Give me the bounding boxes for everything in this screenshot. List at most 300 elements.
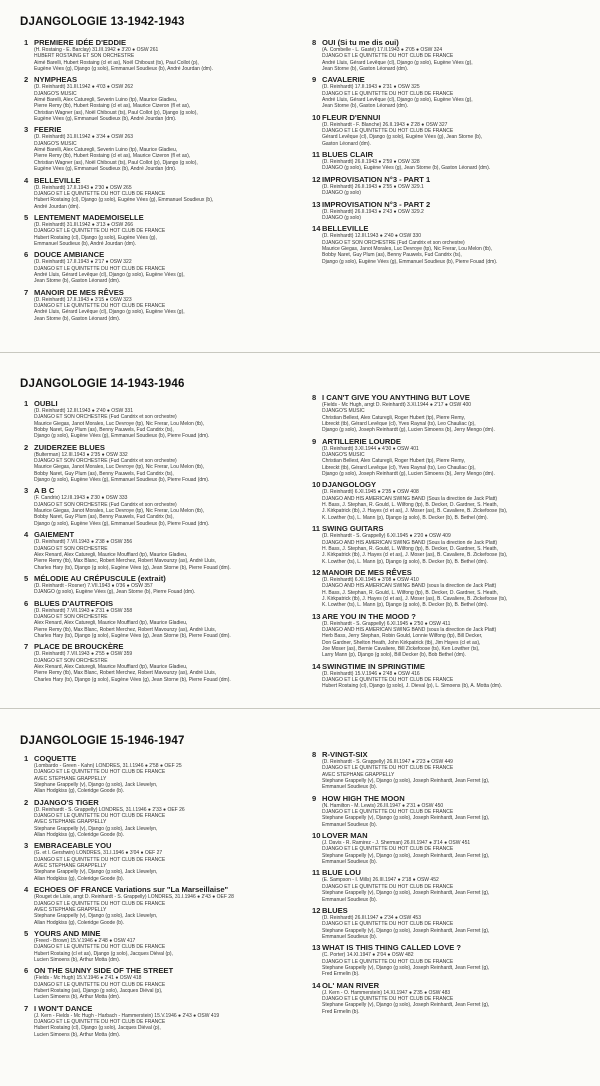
- track-personnel: DJANGO'S MUSIC: [34, 140, 77, 147]
- track-personnel: Alex Renard, Alex Caturegli, Maurice Mouffiard (tp), Maurice Gladieu,: [34, 663, 188, 670]
- track-number: 8: [312, 393, 317, 402]
- track-personnel: Stephane Grappelly (v), Django (g solo), Joseph Reinhardt, Jean Ferret (g),: [322, 1002, 490, 1009]
- track-heading: [24, 574, 294, 583]
- track-personnel: Django (g solo), Eugène Vées (g), Emmanuel Soudieux (b), Pierre Fouad (dm).: [34, 520, 210, 527]
- track-number: 12: [312, 905, 321, 915]
- track-credits: (D. Reinhardt - Rosner) 7.VII.1943 ● 0'36 ● OSW 357: [34, 582, 153, 589]
- track-heading: [24, 966, 294, 975]
- track-personnel: Gérard Levêque (cl), Django (g solo), Eugène Vées (g), Jean Storne (b),: [322, 134, 483, 141]
- track-personnel: DJANGO ET SON ORCHESTRE: [34, 613, 108, 620]
- track-personnel: André Lluis, Gérard Levêque (cl), Django (g solo), Eugène Vées (g),: [322, 97, 473, 104]
- track-personnel: André Lluis, Gérard Levêque (cl), Django (g solo), Eugène Vées (g),: [34, 271, 185, 278]
- track-personnel: Hubert Rostaing (cl et as), Django (g solo), Jacques Diéval (p),: [34, 950, 173, 957]
- track-personnel: Allan Hodgkiss (g), Coleridge Goode (b).: [34, 788, 125, 795]
- track-personnel: DJANGO (g solo): [322, 214, 361, 221]
- track-entry: [24, 754, 294, 795]
- track-personnel: Emmanuel Soudieux (b).: [322, 933, 378, 940]
- track-entry: [312, 662, 582, 690]
- track-title: LENTEMENT MADEMOISELLE: [34, 212, 144, 222]
- track-number: 7: [24, 642, 29, 652]
- section-divider: [0, 708, 600, 709]
- track-title: R-VINGT-SIX: [322, 750, 368, 759]
- track-personnel: Gaston Léonard (dm).: [322, 140, 371, 147]
- track-number: 5: [24, 573, 29, 583]
- section-title: DJANGOLOGIE 15-1946-1947: [20, 735, 185, 747]
- track-heading: [312, 393, 582, 402]
- track-credits: (N. Hamilton - M. Lewis) 26.III.1947 ● 2'31 ● OSW 450: [322, 802, 444, 809]
- track-personnel: DJANGO ET SON ORCHESTRE: [34, 545, 108, 552]
- track-personnel: Stephane Grappelly (v), Django (g solo), Jack Llewelyn,: [34, 869, 158, 876]
- track-number: 12: [312, 174, 321, 184]
- track-entry: [312, 175, 582, 197]
- track-credits: (D. Reinhardt - S. Grappelly) LONDRES, 31.I.1946 ● 2'33 ● OEF 26: [34, 806, 185, 813]
- track-title: BELLEVILLE: [322, 224, 369, 234]
- track-personnel: J. Kirkpatrick (tb), J. Hayes (cl et as), J. Moser (as), B. Cavaliere, B. Zickefoose (ts),: [322, 508, 508, 515]
- track-personnel: Pierre Remy (tb), Max Blanc, Robert Merchez, Robert Mavounzy (as), André Lluis,: [34, 558, 217, 565]
- track-number: 1: [24, 38, 29, 47]
- track-personnel: Stephane Grappelly (v), Django (g solo), Joseph Reinhardt, Jean Ferret (g),: [322, 964, 490, 971]
- track-credits: (D. Reinhardt) 12.III.1943 ● 2'40 ● OSW 330: [322, 233, 421, 240]
- track-personnel: DJANGO AND HIS AMERICAN SWING BAND (Sous la direction de Jack Platt): [322, 539, 498, 546]
- track-entry: [24, 966, 294, 1000]
- track-number: 2: [24, 442, 29, 452]
- track-heading: [312, 906, 582, 915]
- track-heading: [312, 868, 582, 877]
- track-personnel: André Lluis, Gérard Levêque (cl), Django (g solo), Eugène Vées (g),: [322, 59, 473, 66]
- track-personnel: Hubert Rostaing (cl), Django (g solo), J. Dieval (p), L. Simoens (b), A. Motta (dm).: [322, 683, 503, 690]
- track-personnel: Emmanuel Soudieux (b).: [322, 859, 378, 866]
- track-heading: [312, 224, 582, 233]
- track-heading: [312, 612, 582, 621]
- track-personnel: DJANGO ET LE QUINTETTE DU HOT CLUB DE FRANCE: [34, 900, 166, 907]
- track-number: 7: [24, 287, 29, 297]
- track-credits: (D. Reinhardt) 17.II.1943 ● 2'31 ● OSW 325: [322, 84, 420, 91]
- track-title: DJANGOLOGY: [322, 480, 377, 490]
- track-number: 4: [24, 175, 29, 185]
- track-entry: [312, 437, 582, 478]
- track-personnel: Maurice Giegas, Janot Morales, Luc Devroye (tp), Nic Frerar, Lou Melon (tb),: [34, 464, 205, 471]
- track-heading: [24, 250, 294, 259]
- track-entry: [312, 981, 582, 1015]
- track-heading: [312, 662, 582, 671]
- track-entry: [312, 750, 582, 791]
- track-title: YOURS AND MINE: [34, 928, 101, 938]
- track-entry: [312, 38, 582, 72]
- track-credits: (H. Rostaing - E. Barclay) 31.III.1942 ● 3'20 ● OSW 261: [34, 47, 159, 53]
- track-credits: (D. Reinhardt - F. Blanche) 26.II.1943 ● 2'28 ● OSW 327: [322, 121, 448, 128]
- left-column: [24, 399, 294, 686]
- track-personnel: DJANGO ET LE QUINTETTE DU HOT CLUB DE FRANCE: [34, 302, 166, 309]
- track-personnel: DJANGO ET LE QUINTETTE DU HOT CLUB DE FRANCE: [322, 958, 454, 965]
- track-credits: (D. Reinhardt) 6.XI.1945 ● 3'08 ● OSW 410: [322, 576, 419, 583]
- track-personnel: Bobby Naret, Guy Plum (as), Benny Pauwels, Fud Candrix (ts),: [34, 470, 174, 477]
- track-heading: [24, 885, 294, 894]
- track-heading: [24, 176, 294, 185]
- left-column: [24, 38, 294, 325]
- track-personnel: Stephane Grappelly (v), Django (g solo), Joseph Reinhardt, Jean Ferret (g),: [322, 815, 490, 822]
- track-personnel: AVEC STEPHANE GRAPPELLY: [34, 906, 107, 913]
- track-heading: [24, 754, 294, 763]
- track-personnel: Allan Hodgkiss (g), Coleridge Goode (b).: [34, 875, 125, 882]
- track-personnel: Hubert Rostaing (cl), Django (g solo), Jacques Diéval (p),: [34, 1025, 161, 1032]
- track-heading: [312, 981, 582, 990]
- track-credits: (D. Reinhardt) 7.VII.1943 ● 2'31 ● OSW 358: [34, 607, 133, 614]
- track-credits: (D. Reinhardt - S. Grappelly) 6.XI.1945 ● 2'50 ● OSW 411: [322, 620, 451, 627]
- track-personnel: Stephane Grappelly (v), Django (g solo), Jack Llewelyn,: [34, 913, 158, 920]
- track-entry: [24, 1004, 294, 1038]
- track-personnel: Charles Hary (ts), Django (g solo), Eugène Vées (g), Jean Storne (b), Pierre Fouad (dm).: [34, 564, 231, 571]
- track-entry: [24, 125, 294, 172]
- track-personnel: DJANGO ET LE QUINTETTE DU HOT CLUB DE FRANCE: [322, 53, 454, 60]
- track-title: IMPROVISATION N°3 - PART 2: [322, 199, 431, 209]
- track-personnel: DJANGO ET SON ORCHESTRE (Fud Candrix et son orchestre): [34, 458, 177, 465]
- track-personnel: Pierre Remy (tb), Max Blanc, Robert Merchez, Robert Mavounzy (as), André Lluis,: [34, 626, 217, 633]
- track-personnel: Maurice Giegas, Janot Morales, Luc Devroye (tp), Nic Frerar, Lou Melon (tb),: [34, 420, 205, 427]
- track-number: 6: [24, 250, 29, 260]
- track-heading: [312, 524, 582, 533]
- track-heading: [312, 175, 582, 184]
- track-credits: (Bulterman) 12.III.1943 ● 2'35 ● OSW 332: [34, 451, 128, 458]
- track-entry: [312, 794, 582, 828]
- track-personnel: Eugène Vées (g), Emmanuel Soudieux (b), André Jourdan (dm).: [34, 116, 177, 123]
- track-personnel: DJANGO ET SON ORCHESTRE (Fud Candrix et son orchestre): [322, 239, 465, 246]
- track-title: ZUIDERZEE BLUES: [34, 442, 105, 452]
- track-personnel: AVEC STEPHANE GRAPPELLY: [322, 771, 395, 778]
- track-credits: (D. Reinhardt) 17.II.1943 ● 3'15 ● OSW 323: [34, 296, 132, 303]
- track-entry: [24, 841, 294, 882]
- track-credits: (J. Kern - Fields - Mc Hugh - Harbach - Hammerstein) 15.V.1946 ● 2'43 ● OSW 419: [34, 1012, 220, 1019]
- track-title: BLUE LOU: [322, 868, 361, 878]
- track-entry: [312, 831, 582, 865]
- track-number: 5: [24, 928, 29, 938]
- track-personnel: DJANGO ET LE QUINTETTE DU HOT CLUB DE FRANCE: [34, 944, 166, 951]
- track-number: 4: [24, 885, 29, 895]
- track-personnel: Bobby Naret, Guy Plum (as), Benny Pauwels, Fud Candrix (ts),: [34, 514, 174, 521]
- track-entry: [24, 885, 294, 926]
- track-personnel: Larry Mann (p), Django (g solo), Bill Decker (b), Bob Bethel (dm).: [322, 652, 466, 659]
- track-credits: (D. Reinhardt - S. Grappelly) 26.III.1947 ● 2'23 ● OSW 449: [322, 759, 453, 765]
- track-personnel: AVEC STEPHANE GRAPPELLY: [34, 863, 107, 870]
- track-personnel: Django (g solo), Eugène Vées (g), Emmanuel Soudieux (b), Pierre Fouad (dm).: [34, 433, 210, 440]
- track-entry: [24, 399, 294, 440]
- track-credits: (D. Reinhardt) 26.II.1943 ● 2'59 ● OSW 328: [322, 159, 420, 166]
- track-credits: (D. Reinhardt) 3.XI.1944 ● 4'30 ● OSW 401: [322, 445, 419, 452]
- track-personnel: Allan Hodgkiss (g), Coleridge Goode (b).: [34, 832, 125, 839]
- track-entry: [24, 443, 294, 484]
- track-personnel: DJANGO'S MUSIC: [322, 452, 365, 459]
- track-credits: (D. Reinhardt) 31.III.1942 ● 3'34 ● OSW 263: [34, 134, 133, 141]
- track-personnel: DJANGO (g solo), Eugène Vées (g), Jean Storne (b), Pierre Fouad (dm).: [34, 589, 196, 596]
- track-personnel: DJANGO ET LE QUINTETTE DU HOT CLUB DE FRANCE: [34, 190, 166, 197]
- track-title: DOUCE AMBIANCE: [34, 250, 105, 260]
- track-personnel: K. Lowther (ts), L. Mann (p), Django (g solo), B. Decker (b), B. Bethel (dm).: [322, 602, 488, 609]
- track-personnel: K. Lowther (ts), L. Mann (p), Django (g solo), B. Decker (b), B. Bethel (dm).: [322, 558, 488, 565]
- track-credits: (F. Candrix) 12.III.1943 ● 2'30 ● OSW 333: [34, 495, 128, 502]
- track-personnel: Pierre Remy (tb), Hubert Rostaing (cl et as), Maurice Cizeron (fl et as),: [34, 103, 191, 110]
- track-personnel: Pierre Remy (tb), Max Blanc, Robert Merchez, Robert Mavounzy (as), André Lluis,: [34, 670, 217, 677]
- track-number: 14: [312, 224, 321, 234]
- track-number: 13: [312, 199, 321, 209]
- track-personnel: DJANGO ET LE QUINTETTE DU HOT CLUB DE FRANCE: [322, 128, 454, 135]
- track-entry: [24, 599, 294, 640]
- track-personnel: Allan Hodgkiss (g), Coleridge Goode (b).: [34, 919, 125, 926]
- track-title: I CAN'T GIVE YOU ANYTHING BUT LOVE: [322, 393, 470, 402]
- track-title: SWING GUITARS: [322, 524, 384, 534]
- track-credits: (D. Reinhardt) 12.III.1943 ● 2'40 ● OSW 331: [34, 408, 133, 414]
- track-personnel: Django (g solo), Eugène Vées (g), Emmanuel Soudieux (b), Pierre Fouad (dm).: [34, 477, 210, 484]
- track-personnel: André Lluis, Gérard Levêque (cl), Django (g solo), Eugène Vées (g),: [34, 309, 185, 316]
- track-personnel: Maurice Giegas, Janot Morales, Luc Devroye (tp), Nic Frerar, Lou Melon (tb),: [34, 508, 205, 515]
- track-personnel: J. Kirkpatrick (tb), J. Hayes (cl et as), J. Moser (as), B. Cavaliere, B. Zickefoose (ts),: [322, 595, 508, 602]
- track-personnel: Christian Wagner (as), Noël Chiboust (ts), Paul Collot (p), Django (g solo),: [34, 109, 198, 116]
- track-personnel: Django (g solo), Joseph Reinhardt (g), Lucien Simoens (b), Jerry Mengo (dm).: [322, 427, 495, 434]
- track-number: 11: [312, 868, 321, 878]
- track-personnel: Aimé Barelli, Alex Caturegli, Severin Luino (tp), Maurice Gladieu,: [34, 147, 178, 154]
- track-number: 10: [312, 831, 321, 841]
- track-title: ECHOES OF FRANCE Variations sur "La Marseillaise": [34, 885, 229, 895]
- track-number: 8: [312, 38, 317, 47]
- track-title: OUI (Si tu me dis oui): [322, 38, 399, 47]
- track-personnel: Lucien Simoens (b), Arthur Motta (dm).: [34, 994, 121, 1001]
- track-personnel: Lucien Simoens (b), Arthur Motta (dm).: [34, 956, 121, 963]
- track-title: MANOIR DE MES RÊVES: [322, 567, 412, 577]
- track-credits: (J. Kern - O. Hammerstein) 14.XI.1947 ● 2'35 ● OSW 483: [322, 989, 451, 996]
- track-credits: (C. Porter) 14.XI.1947 ● 2'04 ● OSW 482: [322, 952, 414, 959]
- track-heading: [312, 437, 582, 446]
- track-credits: (D. Reinhardt) 15.V.1946 ● 2'48 ● OSW 416: [322, 670, 420, 677]
- track-personnel: Aimé Barelli, Alex Caturegli, Severin Luino (tp), Maurice Gladieu,: [34, 97, 178, 104]
- track-personnel: DJANGO ET LE QUINTETTE DU HOT CLUB DE FRANCE: [322, 883, 454, 890]
- track-entry: [24, 929, 294, 963]
- track-number: 5: [24, 212, 29, 222]
- track-personnel: DJANGO ET LE QUINTETTE DU HOT CLUB DE FRANCE: [322, 846, 454, 853]
- track-title: EMBRACEABLE YOU: [34, 841, 112, 851]
- track-entry: [312, 906, 582, 940]
- track-personnel: Fred Ermelin (b).: [322, 1008, 360, 1015]
- track-heading: [312, 943, 582, 952]
- track-credits: (Lombardo - Green - Kahn) LONDRES, 31.I.1946 ● 2'58 ● OEF 25: [34, 763, 182, 769]
- track-personnel: DJANGO (g solo): [322, 190, 361, 197]
- track-number: 9: [312, 75, 317, 85]
- track-title: ARE YOU IN THE MOOD ?: [322, 611, 416, 621]
- track-credits: (Rouget de Lisle, arrgt D. Reinhardt - S. Grappelly) LONDRES, 31.I.1946 ● 2'43 ● OEF 28: [34, 894, 234, 901]
- track-personnel: Maurice Giegas, Janot Morales, Luc Devroye (tp), Nic Frerar, Lou Melon (tb),: [322, 245, 493, 252]
- track-personnel: AVEC STEPHANE GRAPPELLY: [34, 819, 107, 826]
- track-entry: [24, 530, 294, 571]
- track-number: 6: [24, 966, 29, 976]
- track-heading: [24, 642, 294, 651]
- track-personnel: DJANGO ET LE QUINTETTE DU HOT CLUB DE FRANCE: [322, 90, 454, 97]
- track-entry: [312, 200, 582, 222]
- track-personnel: DJANGO'S MUSIC: [322, 408, 365, 415]
- track-number: 3: [24, 841, 29, 851]
- track-title: PLACE DE BROUCKÈRE: [34, 642, 124, 652]
- track-personnel: Emmanuel Soudieux (b).: [322, 896, 378, 903]
- track-personnel: Django (g solo), Eugène Vées (g), Emmanuel Soudieux (b), Pierre Fouad (dm).: [322, 258, 498, 265]
- track-personnel: K. Lowther (ts), L. Mann (p), Django (g solo), B. Decker (b), B. Bethel (dm).: [322, 514, 488, 521]
- right-column: [312, 393, 582, 693]
- track-title: ON THE SUNNY SIDE OF THE STREET: [34, 966, 174, 976]
- track-credits: (D. Reinhardt) 6.XI.1945 ● 2'35 ● OSW 408: [322, 489, 419, 496]
- track-heading: [24, 213, 294, 222]
- track-personnel: DJANGO ET LE QUINTETTE DU HOT CLUB DE FRANCE: [322, 995, 454, 1002]
- track-personnel: Libreckt (tb), Gérard Levêque (cl), Yves Raynal (ts), Leo Chauliac (p),: [322, 421, 476, 428]
- track-title: BLUES: [322, 905, 348, 915]
- track-personnel: Don Gardner, Shelton Heath, John Kirkpatrick (tb), Jim Hayes (cl et as),: [322, 639, 481, 646]
- track-heading: [24, 929, 294, 938]
- track-personnel: DJANGO ET LE QUINTETTE DU HOT CLUB DE FRANCE: [34, 769, 166, 776]
- section-title: DJANGOLOGIE 14-1943-1946: [20, 378, 185, 390]
- track-personnel: DJANGO ET LE QUINTETTE DU HOT CLUB DE FRANCE: [322, 765, 454, 772]
- track-credits: (Freed - Brown) 15.V.1946 ● 2'48 ● OSW 417: [34, 937, 136, 944]
- track-entry: [24, 213, 294, 247]
- track-personnel: DJANGO ET SON ORCHESTRE (Fud Candrix et son orchestre): [34, 501, 177, 508]
- track-credits: (D. Reinhardt) 7.VII.1943 ● 2'38 ● OSW 356: [34, 539, 133, 546]
- track-entry: [24, 486, 294, 527]
- track-credits: (Fields - Mc Hugh) 15.V.1946 ● 2'41 ● OSW 418: [34, 975, 142, 982]
- track-heading: [24, 599, 294, 608]
- track-heading: [24, 75, 294, 84]
- track-personnel: Charles Hary (ts), Django (g solo), Eugène Vées (g), Jean Storne (b), Pierre Fouad (dm).: [34, 676, 231, 683]
- track-personnel: H. Bass, J. Stephan, R. Gould, L. Wilfong (tp), B. Decker, D. Gardner, S. Heath,: [322, 502, 498, 509]
- track-personnel: DJANGO (g solo), Eugène Vées (g), Jean Storne (b), Gaston Léonard (dm).: [322, 165, 491, 172]
- right-column: [312, 750, 582, 1018]
- track-credits: (D. Reinhardt - S. Grappelly) 6.XI.1945 ● 2'20 ● OSW 409: [322, 533, 451, 540]
- track-title: MANOIR DE MES RÊVES: [34, 287, 124, 297]
- track-personnel: Jean Storne (b), Gaston Léonard (dm).: [322, 103, 409, 110]
- track-heading: [24, 798, 294, 807]
- track-number: 8: [312, 750, 317, 759]
- track-personnel: DJANGO ET LE QUINTETTE DU HOT CLUB DE FRANCE: [34, 856, 166, 863]
- track-entry: [24, 38, 294, 72]
- track-title: BELLEVILLE: [34, 175, 81, 185]
- track-title: LOVER MAN: [322, 831, 368, 841]
- track-personnel: DJANGO AND HIS AMERICAN SWING BAND (Sous la direction de Jack Platt): [322, 495, 498, 502]
- track-personnel: DJANGO'S MUSIC: [34, 90, 77, 97]
- track-personnel: Bobby Naret, Guy Plum (as), Benny Pauwels, Fud Candrix (ts),: [34, 427, 174, 434]
- track-credits: (A. Combelle - L. Gasté) 17.II.1943 ● 2'05 ● OSW 324: [322, 47, 443, 53]
- track-number: 10: [312, 112, 321, 122]
- track-personnel: André Jourdan (dm).: [34, 203, 80, 210]
- track-number: 4: [24, 530, 29, 540]
- left-column: [24, 754, 294, 1041]
- track-entry: [24, 574, 294, 596]
- track-number: 3: [24, 125, 29, 135]
- track-heading: [312, 794, 582, 803]
- track-personnel: DJANGO ET LE QUINTETTE DU HOT CLUB DE FRANCE: [34, 228, 166, 235]
- track-credits: (D. Reinhardt) 17.II.1943 ● 2'17 ● OSW 322: [34, 259, 132, 266]
- track-entry: [312, 480, 582, 521]
- track-heading: [312, 480, 582, 489]
- track-heading: [312, 568, 582, 577]
- track-personnel: Herb Bass, Jerry Stephan, Robin Gould, Lonnie Wilfong (tp), Bill Decker,: [322, 633, 483, 640]
- track-personnel: Lucien Simoens (b), Arthur Motta (dm).: [34, 1031, 121, 1038]
- track-title: BLUES D'AUTREFOIS: [34, 598, 114, 608]
- track-entry: [312, 568, 582, 609]
- track-personnel: Christian Bellest, Alex Caturegli, Roger Hubert (tp), Pierre Remy,: [322, 414, 466, 421]
- track-title: FEERIE: [34, 125, 62, 135]
- track-number: 1: [24, 754, 29, 763]
- track-title: IMPROVISATION N°3 - PART 1: [322, 174, 431, 184]
- track-title: OUBLI: [34, 399, 58, 408]
- track-heading: [312, 113, 582, 122]
- track-heading: [312, 750, 582, 759]
- track-entry: [312, 612, 582, 659]
- track-title: NYMPHEAS: [34, 75, 78, 85]
- track-title: SWINGTIME IN SPRINGTIME: [322, 661, 425, 671]
- track-personnel: Hubert Rostaing (cl), Django (g solo), Eugène Vées (g),: [34, 234, 157, 241]
- track-personnel: AVEC STEPHANE GRAPPELLY: [34, 775, 107, 782]
- track-number: 9: [312, 793, 317, 803]
- track-entry: [24, 176, 294, 210]
- track-personnel: DJANGO ET LE QUINTETTE DU HOT CLUB DE FRANCE: [322, 677, 454, 683]
- track-personnel: Eugène Vées (g), Django (g solo), Emmanuel Soudieux (b), André Jourdan (dm).: [34, 66, 213, 73]
- track-personnel: DJANGO ET SON ORCHESTRE: [34, 657, 108, 664]
- track-personnel: Aimé Barelli, Hubert Rostaing (cl et as), Noël Chiboust (ts), Paul Collot (p),: [34, 59, 199, 66]
- track-title: I WON'T DANCE: [34, 1003, 93, 1013]
- track-heading: [312, 75, 582, 84]
- track-personnel: DJANGO ET LE QUINTETTE DU HOT CLUB DE FRANCE: [34, 265, 166, 272]
- track-credits: (D. Reinhardt) 7.VII.1943 ● 2'55 ● OSW 359: [34, 651, 133, 658]
- track-number: 10: [312, 480, 321, 490]
- track-entry: [24, 642, 294, 683]
- track-personnel: DJANGO ET LE QUINTETTE DU HOT CLUB DE FRANCE: [34, 813, 166, 820]
- track-title: GAIEMENT: [34, 530, 75, 540]
- track-credits: (Fields - Mc Hugh, arrgt D. Reinhardt) 3.XI.1944 ● 2'17 ● OSW 400: [322, 402, 471, 408]
- track-entry: [24, 798, 294, 839]
- track-personnel: Fred Ermelin (b).: [322, 971, 360, 978]
- track-personnel: DJANGO AND HIS AMERICAN SWING BAND (sous la direction de Jack Platt): [322, 583, 497, 590]
- track-title: FLEUR D'ENNUI: [322, 112, 381, 122]
- track-entry: [312, 75, 582, 109]
- section-title: DJANGOLOGIE 13-1942-1943: [20, 16, 185, 28]
- track-personnel: Stephane Grappelly (v), Django (g solo), Joseph Reinhardt, Jean Ferret (g),: [322, 778, 490, 785]
- track-title: COQUETTE: [34, 754, 77, 763]
- track-personnel: Hubert Rostaing (cl), Django (g solo), Eugène Vées (g), Emmanuel Soudieux (b),: [34, 197, 214, 204]
- track-heading: [24, 1004, 294, 1013]
- track-heading: [312, 200, 582, 209]
- track-entry: [24, 75, 294, 122]
- track-entry: [312, 943, 582, 977]
- track-title: A B C: [34, 486, 55, 496]
- track-personnel: HUBERT ROSTAING ET SON ORCHESTRE: [34, 53, 135, 60]
- track-title: PREMIERE IDÉE D'EDDIE: [34, 38, 127, 47]
- track-number: 6: [24, 598, 29, 608]
- track-heading: [24, 399, 294, 408]
- track-personnel: Pierre Remy (tb), Hubert Rostaing (cl et as), Maurice Cizeron (fl et as),: [34, 153, 191, 160]
- section-divider: [0, 352, 600, 353]
- track-personnel: Stephane Grappelly (v), Django (g solo), Joseph Reinhardt, Jean Ferret (g),: [322, 890, 490, 897]
- track-credits: (D. Reinhardt) 17.II.1943 ● 2'30 ● OSW 265: [34, 184, 132, 191]
- track-credits: (D. Reinhardt) 31.III.1942 ● 3'13 ● OSW 266: [34, 221, 133, 228]
- track-personnel: Christian Wagner (as), Noël Chiboust (ts), Paul Collot (p), Django (g solo),: [34, 159, 198, 166]
- track-personnel: Charles Hary (ts), Django (g solo), Eugène Vées (g), Jean Storne (b), Pierre Fouad (dm).: [34, 632, 231, 639]
- track-personnel: Christian Bellest, Alex Caturegli, Roger Hubert (tp), Pierre Remy,: [322, 458, 466, 465]
- track-credits: (D. Reinhardt) 26.III.1947 ● 2'34 ● OSW 453: [322, 914, 421, 921]
- track-credits: (J. Davis - R. Ramirez - J. Sherman) 26.III.1947 ● 3'14 ● OSW 451: [322, 840, 471, 847]
- track-personnel: Stephane Grappelly (v), Django (g solo), Jack Llewelyn,: [34, 825, 158, 832]
- track-personnel: Alex Renard, Alex Caturegli, Maurice Mouffiard (tp), Maurice Gladieu,: [34, 551, 188, 558]
- track-title: MÉLODIE AU CRÉPUSCULE (extrait): [34, 573, 166, 583]
- track-number: 7: [24, 1003, 29, 1013]
- track-heading: [24, 125, 294, 134]
- track-personnel: DJANGO ET SON ORCHESTRE (Fud Candrix et son orchestre): [34, 414, 177, 421]
- track-entry: [312, 868, 582, 902]
- track-title: OL' MAN RIVER: [322, 980, 380, 990]
- track-heading: [24, 288, 294, 297]
- track-heading: [24, 841, 294, 850]
- track-entry: [312, 524, 582, 565]
